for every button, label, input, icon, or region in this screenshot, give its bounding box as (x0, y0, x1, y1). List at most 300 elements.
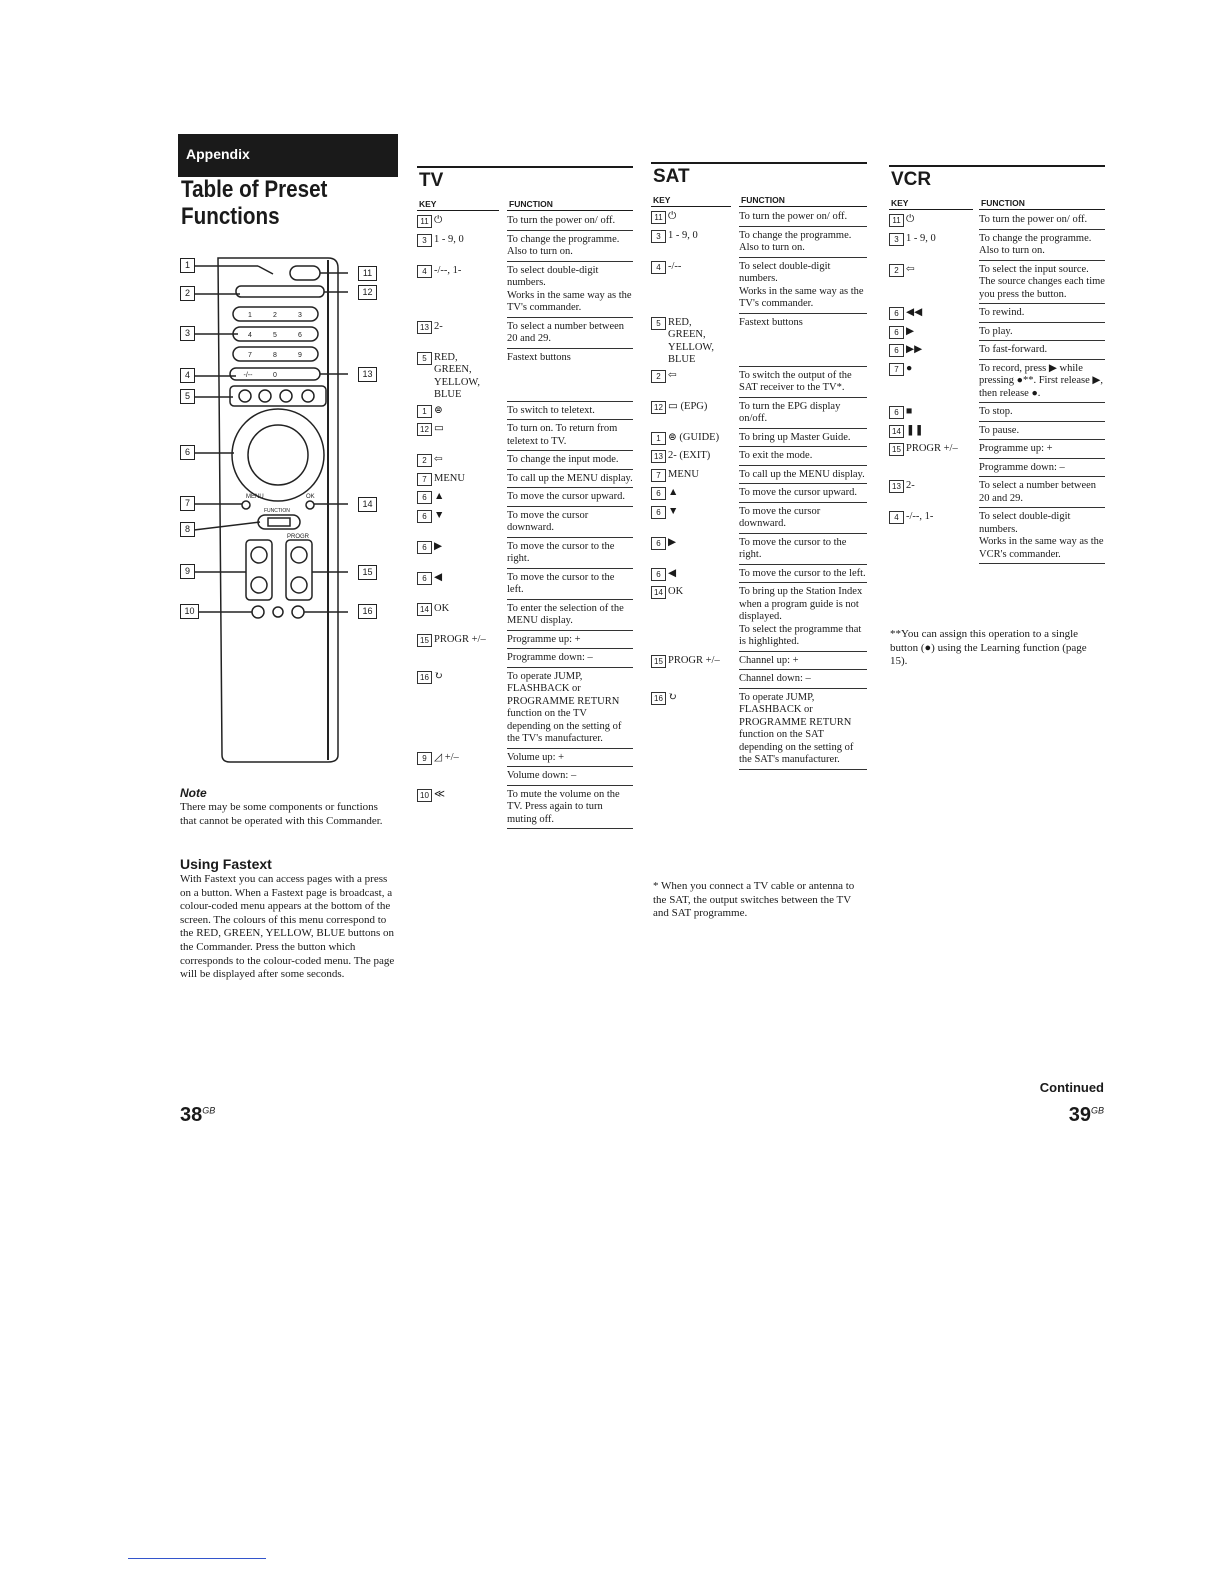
key-cell (651, 583, 739, 652)
key-cell (417, 767, 507, 786)
remote-label-6: 6 (180, 445, 195, 460)
table-row (417, 231, 633, 262)
sat-footnote: * When you connect a TV cable or antenna to the SAT, the output switches between the TV and SAT programme. (653, 880, 855, 919)
tv-top-rule (417, 166, 633, 168)
key-number-badge: 3 (889, 233, 904, 246)
table-row (889, 422, 1105, 441)
remote-illustration (178, 250, 383, 770)
sat-function-header: FUNCTION (741, 195, 785, 205)
key-label: -/--, 1- (434, 264, 462, 276)
key-label: ◀ (668, 567, 677, 579)
key-cell (651, 670, 739, 689)
key-cell (651, 258, 739, 314)
key-cell (889, 341, 979, 360)
table-row (889, 360, 1105, 404)
key-cell (417, 649, 507, 668)
key-number-badge: 6 (889, 406, 904, 419)
key-cell (651, 484, 739, 503)
key-cell (417, 786, 507, 830)
key-label: MENU (434, 472, 465, 484)
table-row (889, 323, 1105, 342)
table-row (651, 258, 867, 314)
key-cell (889, 261, 979, 305)
key-label: ⇦ (668, 369, 677, 381)
vcr-table (889, 165, 1105, 625)
key-number-badge: 6 (651, 487, 666, 500)
key-number-badge: 2 (889, 264, 904, 277)
function-cell: Volume up: + (507, 749, 633, 768)
table-row (651, 314, 867, 367)
remote-label-4: 4 (180, 368, 195, 383)
table-row (651, 447, 867, 466)
key-number-badge: 12 (417, 423, 432, 436)
right-page-value: 39 (1068, 1104, 1091, 1126)
key-number-badge: 6 (417, 491, 432, 504)
function-cell: To move the cursor upward. (507, 488, 633, 507)
digit-3: 3 (298, 312, 302, 319)
key-cell (417, 402, 507, 421)
remote-label-9: 9 (180, 564, 195, 579)
function-cell: To record, press ▶ while pressing ●**. First release ▶, then release ●. (979, 360, 1105, 404)
key-cell (417, 507, 507, 538)
key-cell (417, 569, 507, 600)
fastext-title: Using Fastext (180, 856, 272, 872)
left-page-suffix: GB (202, 1105, 216, 1116)
remote-label-12: 12 (358, 285, 377, 300)
key-number-badge: 6 (889, 307, 904, 320)
key-number-badge: 6 (889, 326, 904, 339)
remote-label-7: 7 (180, 496, 195, 511)
key-number-badge: 13 (651, 450, 666, 463)
key-cell (417, 349, 507, 402)
key-number-badge: 7 (651, 469, 666, 482)
key-cell (889, 403, 979, 422)
key-number-badge: 6 (889, 344, 904, 357)
key-cell (651, 466, 739, 485)
key-number-badge: 11 (651, 211, 666, 224)
key-cell (889, 440, 979, 459)
table-row (417, 749, 633, 768)
function-cell: To change the programme. Also to turn on. (979, 230, 1105, 261)
key-label: 1 - 9, 0 (434, 233, 464, 245)
progr-rocker (286, 540, 312, 600)
key-label: ◀◀ (906, 307, 923, 318)
key-label: MENU (668, 468, 699, 480)
table-row (417, 349, 633, 402)
function-cell: To enter the selection of the MENU display. (507, 600, 633, 631)
function-cell: To change the input mode. (507, 451, 633, 470)
key-label: ● (906, 362, 913, 374)
key-label: ▼ (434, 509, 445, 521)
function-switch (258, 515, 300, 529)
key-cell (651, 689, 739, 770)
key-number-badge: 3 (651, 230, 666, 243)
remote-label-8: 8 (180, 522, 195, 537)
remote-label-11: 11 (358, 266, 377, 281)
digit-8: 8 (273, 352, 277, 359)
key-number-badge: 6 (651, 568, 666, 581)
table-row (417, 767, 633, 786)
function-cell: Volume down: – (507, 767, 633, 786)
progr-label: PROGR (287, 534, 310, 540)
function-cell: To exit the mode. (739, 447, 867, 466)
key-label: ▶ (668, 536, 677, 548)
key-number-badge: 13 (417, 321, 432, 334)
key-number-badge: 12 (651, 401, 666, 414)
function-cell: To change the programme. Also to turn on. (507, 231, 633, 262)
function-cell: To call up the MENU display. (507, 470, 633, 489)
key-number-badge: 11 (889, 214, 904, 227)
sat-title: SAT (653, 166, 690, 187)
key-number-badge: 16 (651, 692, 666, 705)
key-cell (889, 422, 979, 441)
remote-label-13: 13 (358, 367, 377, 382)
key-number-badge: 15 (651, 655, 666, 668)
key-label: ▲ (434, 491, 445, 502)
table-row (651, 484, 867, 503)
function-cell: To stop. (979, 403, 1105, 422)
power-button-shape (290, 266, 320, 280)
function-cell: To rewind. (979, 304, 1105, 323)
key-number-badge: 7 (889, 363, 904, 376)
function-cell: To select double-digit numbers. Works in the same way as the VCR's commander. (979, 508, 1105, 564)
key-label: 2- (906, 480, 915, 491)
table-row (417, 451, 633, 470)
key-label: ▭ (EPG) (668, 400, 708, 412)
tv-rows (417, 212, 633, 829)
key-cell (651, 314, 739, 367)
sat-rows (651, 208, 867, 770)
vcr-top-rule (889, 165, 1105, 167)
fastext-row (230, 386, 326, 406)
row2-buttons (236, 286, 324, 297)
sat-top-rule (651, 162, 867, 164)
key-cell (651, 565, 739, 584)
function-cell: Channel down: – (739, 670, 867, 689)
key-number-badge: 4 (651, 261, 666, 274)
key-label: RED, GREEN, YELLOW, BLUE (434, 351, 480, 400)
volume-rocker (246, 540, 272, 600)
key-label: OK (668, 586, 684, 597)
sat-key-header: KEY (653, 195, 671, 205)
key-number-badge: 7 (417, 473, 432, 486)
key-label: OK (434, 602, 450, 614)
tv-function-header: FUNCTION (509, 199, 553, 209)
function-cell: Programme down: – (979, 459, 1105, 478)
table-row (417, 488, 633, 507)
digit-0: 0 (273, 372, 277, 379)
key-label: ❚❚ (906, 424, 924, 436)
table-row (651, 583, 867, 652)
key-label: ▶ (434, 540, 443, 552)
table-row (417, 212, 633, 231)
table-row (651, 367, 867, 398)
key-cell (417, 451, 507, 470)
key-cell (417, 318, 507, 349)
key-label: PROGR +/– (906, 443, 958, 454)
table-row (651, 689, 867, 770)
key-cell (417, 538, 507, 569)
key-number-badge: 15 (889, 443, 904, 456)
fastext-body: With Fastext you can access pages with a press on a button. When a Fastext page is broadcast, a colour-coded menu appears at the bottom of the screen. The colours of this menu correspond to the RED, GREEN, YELLOW, BLUE buttons on the Commander. Press the button which corresponds to the colour-coded menu. The page will be displayed after some seconds. (180, 873, 395, 981)
key-cell (417, 631, 507, 650)
key-label: ◿ +/– (434, 751, 459, 763)
key-number-badge: 1 (417, 405, 432, 418)
key-label: RED, GREEN, YELLOW, BLUE (668, 316, 714, 365)
vcr-key-header: KEY (891, 198, 909, 208)
table-row (417, 631, 633, 650)
key-label: PROGR +/– (668, 654, 720, 666)
function-cell: To turn the power on/ off. (507, 212, 633, 231)
sat-table (651, 162, 867, 942)
function-cell: To operate JUMP, FLASHBACK or PROGRAMME RETURN function on the TV depending on the setting of the TV's manufacturer. (507, 668, 633, 749)
function-cell: Channel up: + (739, 652, 867, 671)
note-title: Note (180, 786, 207, 800)
key-number-badge: 6 (417, 572, 432, 585)
digit-4: 4 (248, 332, 252, 339)
table-row (651, 652, 867, 671)
table-row (417, 569, 633, 600)
key-cell (889, 459, 979, 478)
key-cell (417, 262, 507, 318)
right-page-suffix: GB (1090, 1105, 1104, 1116)
key-label: ⇦ (434, 454, 443, 465)
function-cell: To turn on. To return from teletext to TV. (507, 420, 633, 451)
table-row (651, 503, 867, 534)
key-number-badge: 11 (417, 215, 432, 228)
function-cell: Programme up: + (979, 440, 1105, 459)
function-cell: To move the cursor to the left. (739, 565, 867, 584)
bottom-rule (128, 1558, 266, 1559)
vcr-title: VCR (891, 169, 932, 190)
key-number-badge: 16 (417, 671, 432, 684)
function-cell: To move the cursor to the left. (507, 569, 633, 600)
table-row (889, 477, 1105, 508)
key-number-badge: 4 (417, 265, 432, 278)
function-cell: To select a number between 20 and 29. (507, 318, 633, 349)
table-row (889, 261, 1105, 305)
table-row (417, 649, 633, 668)
vcr-function-header: FUNCTION (981, 198, 1025, 208)
ok-label: OK (306, 494, 315, 500)
remote-label-5: 5 (180, 389, 195, 404)
table-row (417, 600, 633, 631)
table-row (417, 420, 633, 451)
function-cell: To bring up Master Guide. (739, 429, 867, 448)
key-label: ▲ (668, 487, 679, 498)
vcr-rows (889, 211, 1105, 564)
function-cell: To move the cursor downward. (507, 507, 633, 538)
key-number-badge: 5 (651, 317, 666, 330)
function-cell: To call up the MENU display. (739, 466, 867, 485)
key-cell (417, 749, 507, 768)
key-number-badge: 4 (889, 511, 904, 524)
key-number-badge: 6 (651, 537, 666, 550)
function-cell: To switch the output of the SAT receiver to the TV*. (739, 367, 867, 398)
key-number-badge: 6 (417, 541, 432, 554)
key-number-badge: 15 (417, 634, 432, 647)
digit-1: 1 (248, 312, 252, 319)
table-row (889, 508, 1105, 564)
key-label: ▭ (434, 423, 444, 434)
key-number-badge: 13 (889, 480, 904, 493)
digit-7: 7 (248, 352, 252, 359)
function-cell: To bring up the Station Index when a program guide is not displayed. To select the programme that is highlighted. (739, 583, 867, 652)
tv-key-header: KEY (419, 199, 437, 209)
key-cell (651, 367, 739, 398)
key-number-badge: 14 (417, 603, 432, 616)
key-cell (889, 304, 979, 323)
table-row (417, 318, 633, 349)
key-cell (889, 230, 979, 261)
function-cell: Fastext buttons (739, 314, 867, 367)
table-row (651, 227, 867, 258)
left-page-value: 38 (180, 1104, 203, 1126)
function-cell: To change the programme. Also to turn on. (739, 227, 867, 258)
key-cell (651, 398, 739, 429)
table-row (651, 466, 867, 485)
table-row (417, 507, 633, 538)
function-cell: To switch to teletext. (507, 402, 633, 421)
function-cell: To move the cursor to the right. (739, 534, 867, 565)
right-page-number (1069, 1104, 1104, 1127)
key-label: ⏻ (906, 214, 915, 225)
key-cell (417, 420, 507, 451)
tv-title: TV (419, 170, 444, 191)
function-cell: To operate JUMP, FLASHBACK or PROGRAMME RETURN function on the SAT depending on the setting of the SAT's manufacturer. (739, 689, 867, 770)
function-cell: To turn the power on/ off. (979, 211, 1105, 230)
key-cell (889, 477, 979, 508)
key-label: ▶ (906, 325, 915, 337)
key-cell (417, 470, 507, 489)
remote-label-15: 15 (358, 565, 377, 580)
key-number-badge: 5 (417, 352, 432, 365)
table-row (651, 534, 867, 565)
appendix-banner (178, 134, 398, 177)
tv-table (417, 166, 633, 896)
digit-dash: -/-- (243, 372, 253, 379)
key-label: 2- (434, 320, 443, 332)
function-cell: To select double-digit numbers. Works in the same way as the TV's commander. (739, 258, 867, 314)
key-label: ↻ (434, 670, 443, 682)
function-cell: To select double-digit numbers. Works in the same way as the TV's commander. (507, 262, 633, 318)
remote-label-1: 1 (180, 258, 195, 273)
key-label: 2- (EXIT) (668, 450, 711, 461)
page-title: Table of Preset Functions (181, 176, 328, 230)
function-cell: To turn the EPG display on/off. (739, 398, 867, 429)
table-row (651, 398, 867, 429)
function-cell: Fastext buttons (507, 349, 633, 402)
left-page-number (180, 1104, 215, 1127)
table-row (889, 459, 1105, 478)
table-row (417, 470, 633, 489)
key-cell (651, 503, 739, 534)
key-label: ⊜ (434, 404, 443, 416)
key-label: ⏻ (434, 215, 443, 226)
table-row (651, 208, 867, 227)
key-number-badge: 14 (889, 425, 904, 438)
function-cell: To pause. (979, 422, 1105, 441)
key-cell (417, 488, 507, 507)
table-row (889, 341, 1105, 360)
key-label: -/--, 1- (906, 511, 934, 522)
key-cell (417, 212, 507, 231)
key-number-badge: 3 (417, 234, 432, 247)
function-cell: To turn the power on/ off. (739, 208, 867, 227)
key-cell (417, 231, 507, 262)
function-cell: To mute the volume on the TV. Press again to turn muting off. (507, 786, 633, 830)
key-label: ↻ (668, 691, 677, 703)
table-row (889, 403, 1105, 422)
key-number-badge: 9 (417, 752, 432, 765)
key-number-badge: 1 (651, 432, 666, 445)
key-number-badge: 6 (651, 506, 666, 519)
key-label: -/-- (668, 260, 682, 272)
note-body: There may be some components or functions that cannot be operated with this Commander. (180, 801, 383, 827)
function-cell: To play. (979, 323, 1105, 342)
key-cell (651, 429, 739, 448)
function-cell: To move the cursor to the right. (507, 538, 633, 569)
key-cell (651, 447, 739, 466)
key-cell (651, 227, 739, 258)
remote-label-16: 16 (358, 604, 377, 619)
nav-ring-inner (248, 425, 308, 485)
key-number-badge: 14 (651, 586, 666, 599)
table-row (651, 670, 867, 689)
remote-label-10: 10 (180, 604, 199, 619)
table-row (889, 440, 1105, 459)
key-cell (417, 600, 507, 631)
key-cell (889, 508, 979, 564)
key-label: 1 - 9, 0 (668, 229, 698, 241)
continued-label: Continued (1039, 1080, 1104, 1095)
key-cell (889, 211, 979, 230)
table-row (417, 402, 633, 421)
table-row (651, 429, 867, 448)
function-cell: Programme down: – (507, 649, 633, 668)
key-number-badge: 2 (417, 454, 432, 467)
digit-6: 6 (298, 332, 302, 339)
key-label: ▼ (668, 505, 679, 517)
key-label: ◀ (434, 571, 443, 583)
key-cell (651, 534, 739, 565)
table-row (651, 565, 867, 584)
key-label: ⇦ (906, 263, 915, 275)
table-row (417, 262, 633, 318)
table-row (889, 304, 1105, 323)
vcr-footnote: **You can assign this operation to a single button (●) using the Learning function (page 15). (890, 628, 1087, 667)
remote-label-3: 3 (180, 326, 195, 341)
digit-9: 9 (298, 352, 302, 359)
remote-label-2: 2 (180, 286, 195, 301)
key-label: ⏻ (668, 211, 677, 222)
digit-2: 2 (273, 312, 277, 319)
key-cell (651, 652, 739, 671)
key-label: 1 - 9, 0 (906, 232, 936, 244)
table-row (417, 668, 633, 749)
function-cell: To move the cursor downward. (739, 503, 867, 534)
key-label: PROGR +/– (434, 633, 486, 645)
key-cell (417, 668, 507, 749)
digit-5: 5 (273, 332, 277, 339)
menu-label: MENU (246, 494, 264, 500)
nav-ring-outer (232, 409, 324, 501)
function-cell: To move the cursor upward. (739, 484, 867, 503)
key-label: ■ (906, 406, 913, 417)
function-cell: To select a number between 20 and 29. (979, 477, 1105, 508)
remote-label-14: 14 (358, 497, 377, 512)
table-row (889, 230, 1105, 261)
